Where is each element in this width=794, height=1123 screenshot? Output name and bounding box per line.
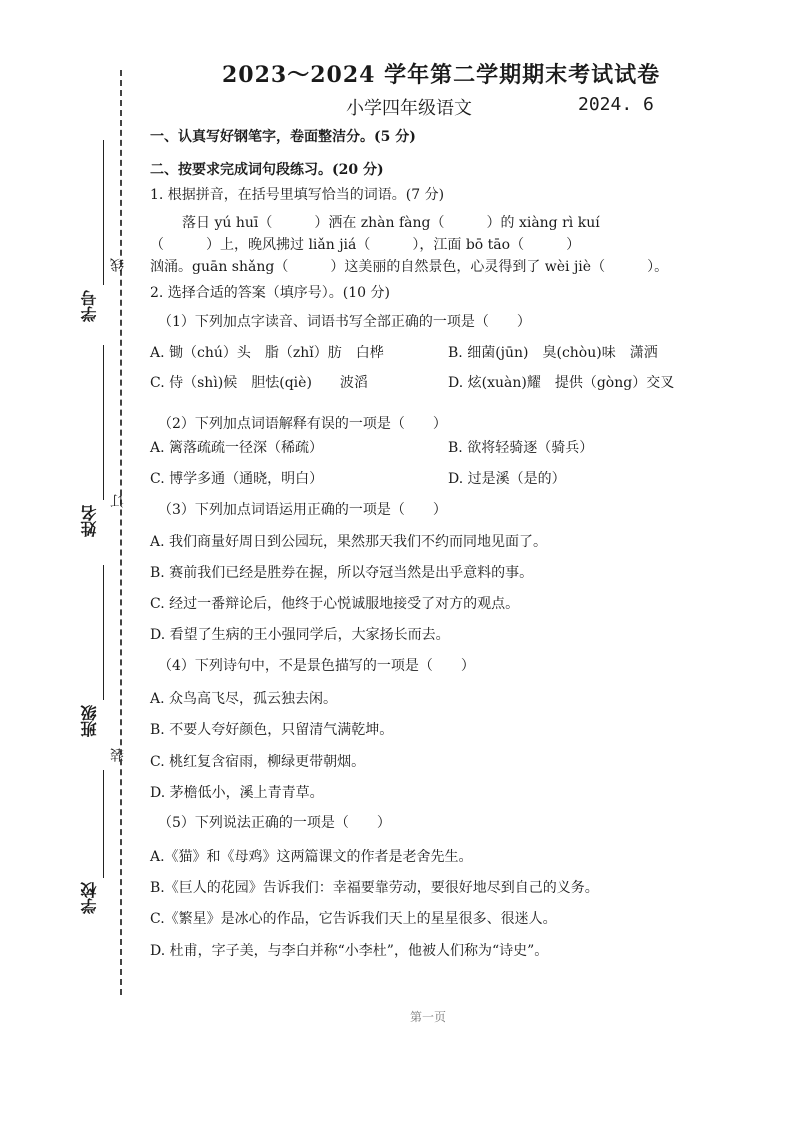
q2-2-option-c[interactable]: C. 博学多通（通晓，明白） [150, 471, 324, 487]
q2-3-option-d[interactable]: D. 看望了生病的王小强同学后，大家扬长而去。 [150, 627, 450, 643]
school-line[interactable] [103, 770, 104, 878]
page-indicator: 第一页 [410, 1010, 447, 1024]
class-line[interactable] [103, 565, 104, 700]
q2-2-stem: （2）下列加点词语解释有误的一项是（ ） [158, 416, 447, 432]
student-id-label: 学号 [80, 290, 99, 322]
q2-3-option-b[interactable]: B. 赛前我们已经是胜券在握，所以夺冠当然是出乎意料的事。 [150, 565, 534, 581]
q2-5-option-c[interactable]: C.《繁星》是冰心的作品，它告诉我们天上的星星很多、很迷人。 [150, 911, 557, 927]
q1-line-2[interactable]: （ ）上，晚风拂过 liǎn jiá（ ），江面 bō tāo（ ） [150, 237, 581, 253]
q2-1-option-a[interactable]: A. 锄（chú）头 脂（zhǐ）肪 白桦 [150, 345, 384, 361]
q2-3-option-c[interactable]: C. 经过一番辩论后，他终于心悦诚服地接受了对方的观点。 [150, 596, 520, 612]
school-field[interactable] [78, 770, 118, 920]
binding-margin [0, 0, 140, 1000]
exam-subtitle: 小学四年级语文 [346, 98, 472, 119]
name-label: 姓名 [80, 505, 99, 537]
q2-3-option-a[interactable]: A. 我们商量好周日到公园玩，果然那天我们不约而同地见面了。 [150, 534, 548, 550]
q1-line-3[interactable]: 汹涌。guān shǎng（ ）这美丽的自然景色，心灵得到了 wèi jiè（ ）。 [150, 259, 669, 275]
class-label: 班级 [80, 705, 99, 737]
q2-3-stem: （3）下列加点词语运用正确的一项是（ ） [158, 502, 447, 518]
q2-4-option-b[interactable]: B. 不要人夸好颜色，只留清气满乾坤。 [150, 722, 394, 738]
cut-line-label-2: 订 [110, 494, 126, 508]
q2-2-option-b[interactable]: B. 欲将轻骑逐（骑兵） [448, 440, 594, 456]
student-id-field[interactable] [78, 140, 118, 340]
q2-4-stem: （4）下列诗句中，不是景色描写的一项是（ ） [158, 658, 475, 674]
q2-2-option-a[interactable]: A. 篱落疏疏一径深（稀疏） [150, 440, 324, 456]
school-label: 学校 [80, 882, 99, 914]
name-field[interactable] [78, 345, 118, 545]
q2-5-option-d[interactable]: D. 杜甫，字子美，与李白并称“小李杜”，他被人们称为“诗史”。 [150, 943, 549, 959]
exam-date: 2024. 6 [578, 94, 654, 115]
section2-heading: 二、按要求完成词句段练习。(20 分) [150, 162, 384, 178]
student-id-line[interactable] [103, 140, 104, 285]
name-line[interactable] [103, 345, 104, 500]
q1-line-1[interactable]: 落日 yú huī（ ）洒在 zhàn fàng（ ）的 xiàng rì kuí [182, 215, 600, 231]
q2-2-option-d[interactable]: D. 过是溪（是的） [448, 471, 566, 487]
q2-4-option-a[interactable]: A. 众鸟高飞尽，孤云独去闲。 [150, 691, 338, 707]
q2-1-option-b[interactable]: B. 细菌(jūn) 臭(chòu)味 潇洒 [448, 345, 658, 361]
q2-5-option-b[interactable]: B.《巨人的花园》告诉我们：幸福要靠劳动，要很好地尽到自己的义务。 [150, 880, 599, 896]
class-field[interactable] [78, 565, 118, 740]
q2-5-option-a[interactable]: A.《猫》和《母鸡》这两篇课文的作者是老舍先生。 [150, 849, 473, 865]
q2-1-option-c[interactable]: C. 侍（shì)候 胆怯(qiè) 波滔 [150, 375, 368, 391]
q2-prompt: 2. 选择合适的答案（填序号）。(10 分) [150, 285, 390, 301]
q1-prompt: 1. 根据拼音，在括号里填写恰当的词语。(7 分) [150, 187, 445, 203]
cut-line-label-3: 装 [110, 748, 126, 762]
q2-5-stem: （5）下列说法正确的一项是（ ） [158, 815, 391, 831]
q2-4-option-d[interactable]: D. 茅檐低小，溪上青青草。 [150, 785, 324, 801]
cut-line-label-1: 线 [110, 258, 126, 272]
exam-title: 2023～2024 学年第二学期期末考试试卷 [222, 62, 661, 88]
section1-heading: 一、认真写好钢笔字，卷面整洁分。(5 分) [150, 129, 416, 145]
binding-dashed-line [120, 70, 122, 995]
q2-4-option-c[interactable]: C. 桃红复含宿雨，柳绿更带朝烟。 [150, 754, 366, 770]
q2-1-option-d[interactable]: D. 炫(xuàn)耀 提供（gòng）交叉 [448, 375, 675, 391]
q2-1-stem: （1）下列加点字读音、词语书写全部正确的一项是（ ） [158, 314, 531, 330]
